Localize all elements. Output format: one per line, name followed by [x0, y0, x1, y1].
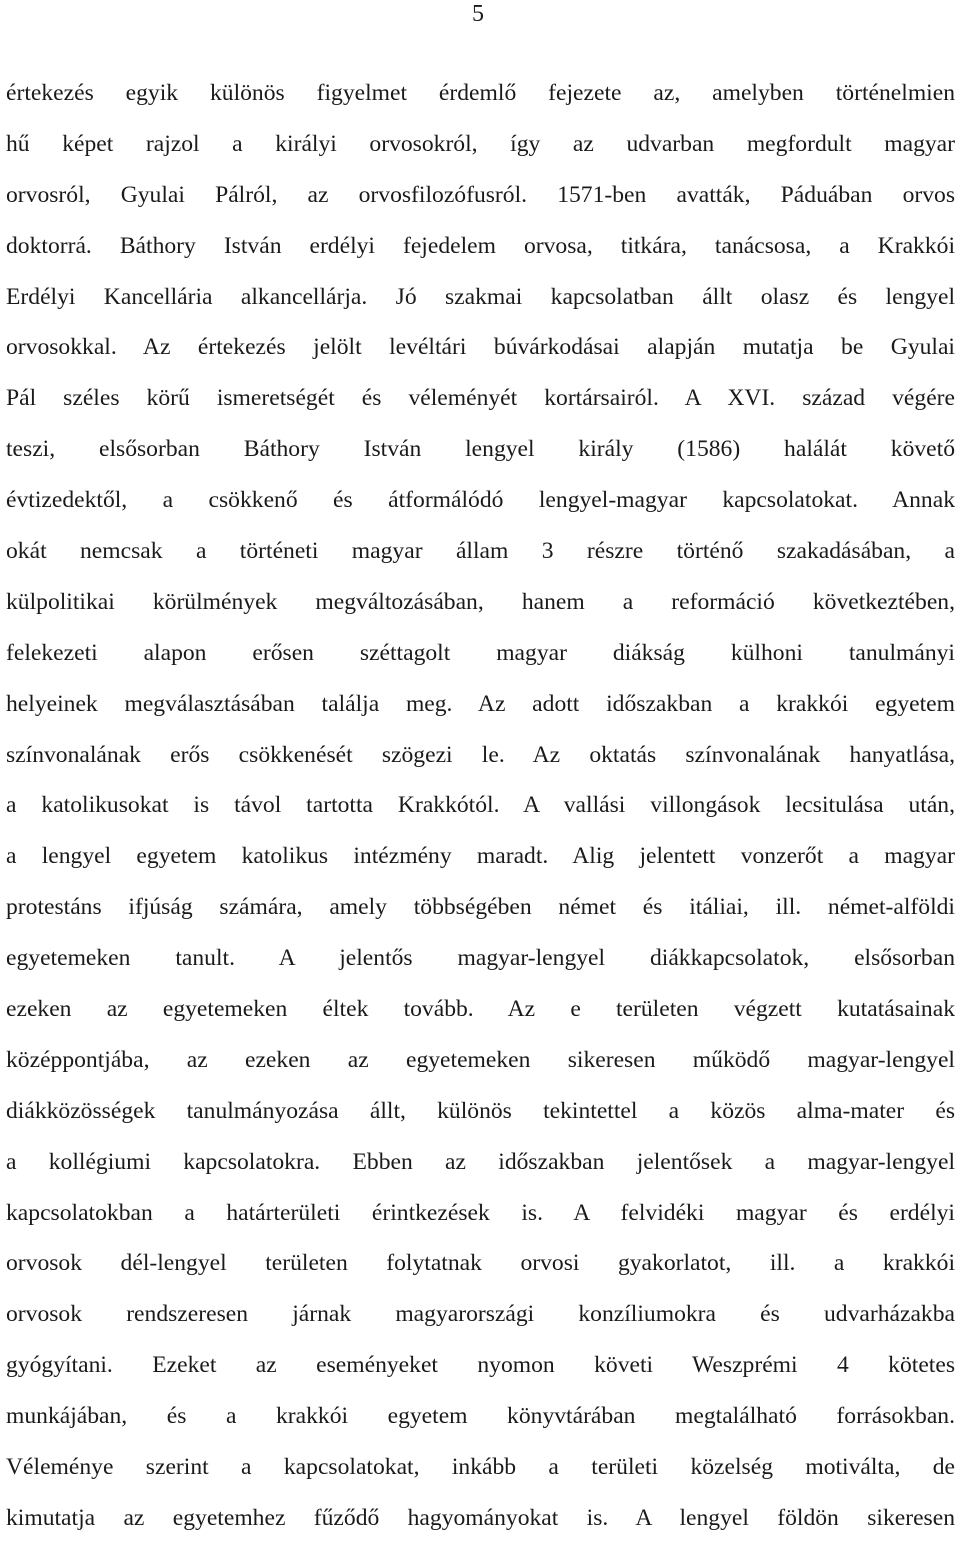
page-number-text: 5 — [472, 1, 484, 27]
text-line: orvosról, Gyulai Pálról, az orvosfilozófusról. 1571-ben avatták, Páduában orvos — [6, 181, 955, 208]
text-line: a lengyel egyetem katolikus intézmény maradt. Alig jelentett vonzerőt a magyar — [6, 843, 955, 870]
text-line: a katolikusokat is távol tartotta Krakkótól. A vallási villongások lecsitulása után, — [6, 792, 955, 819]
text-line: teszi, elsősorban Báthory István lengyel király (1586) halálát követő — [6, 436, 955, 463]
text-line: Pál széles körű ismeretségét és véleményét kortársairól. A XVI. század végére — [6, 385, 955, 412]
text-line: orvosok dél-lengyel területen folytatnak orvosi gyakorlatot, ill. a krakkói — [6, 1250, 955, 1277]
text-line: munkájában, és a krakkói egyetem könyvtárában megtalálható forrásokban. — [6, 1403, 955, 1430]
text-line: színvonalának erős csökkenését szögezi le. Az oktatás színvonalának hanyatlása, — [6, 741, 955, 768]
text-line: okát nemcsak a történeti magyar állam 3 részre történő szakadásában, a — [6, 538, 955, 565]
text-line: középpontjába, az ezeken az egyetemeken sikeresen működő magyar-lengyel — [6, 1046, 955, 1073]
text-line: kimutatja az egyetemhez fűződő hagyományokat is. A lengyel földön sikeresen — [6, 1504, 955, 1531]
text-line: Véleménye szerint a kapcsolatokat, inkább a területi közelség motiválta, de — [6, 1454, 955, 1481]
text-line: doktorrá. Báthory István erdélyi fejedelem orvosa, titkára, tanácsosa, a Krakkói — [6, 232, 955, 259]
text-line: egyetemeken tanult. A jelentős magyar-lengyel diákkapcsolatok, elsősorban — [6, 945, 955, 972]
text-line: ezeken az egyetemeken éltek tovább. Az e területen végzett kutatásainak — [6, 996, 955, 1023]
text-line: külpolitikai körülmények megváltozásában, hanem a reformáció következtében, — [6, 588, 955, 615]
text-line: kapcsolatokban a határterületi érintkezések is. A felvidéki magyar és erdélyi — [6, 1199, 955, 1226]
body-paragraph — [6, 68, 955, 1544]
text-line: Erdélyi Kancellária alkancellárja. Jó szakmai kapcsolatban állt olasz és lengyel — [6, 283, 955, 310]
text-line: felekezeti alapon erősen széttagolt magyar diákság külhoni tanulmányi — [6, 639, 955, 666]
text-line: helyeinek megválasztásában találja meg. Az adott időszakban a krakkói egyetem — [6, 690, 955, 717]
text-line: orvosokkal. Az értekezés jelölt levéltári búvárkodásai alapján mutatja be Gyulai — [6, 334, 955, 361]
text-line: orvosok rendszeresen járnak magyarországi konzíliumokra és udvarházakba — [6, 1301, 955, 1328]
text-line: a kollégiumi kapcsolatokra. Ebben az időszakban jelentősek a magyar-lengyel — [6, 1148, 955, 1175]
text-line: értekezés egyik különös figyelmet érdemlő fejezete az, amelyben történelmien — [6, 80, 955, 106]
text-line: évtizedektől, a csökkenő és átformálódó lengyel-magyar kapcsolatokat. Annak — [6, 487, 955, 514]
text-line: gyógyítani. Ezeket az eseményeket nyomon követi Weszprémi 4 kötetes — [6, 1352, 955, 1379]
text-line: hű képet rajzol a királyi orvosokról, így az udvarban megfordult magyar — [6, 130, 955, 157]
text-line: protestáns ifjúság számára, amely többségében német és itáliai, ill. német-alföldi — [6, 894, 955, 921]
text-line: diákközösségek tanulmányozása állt, különös tekintettel a közös alma-mater és — [6, 1097, 955, 1124]
